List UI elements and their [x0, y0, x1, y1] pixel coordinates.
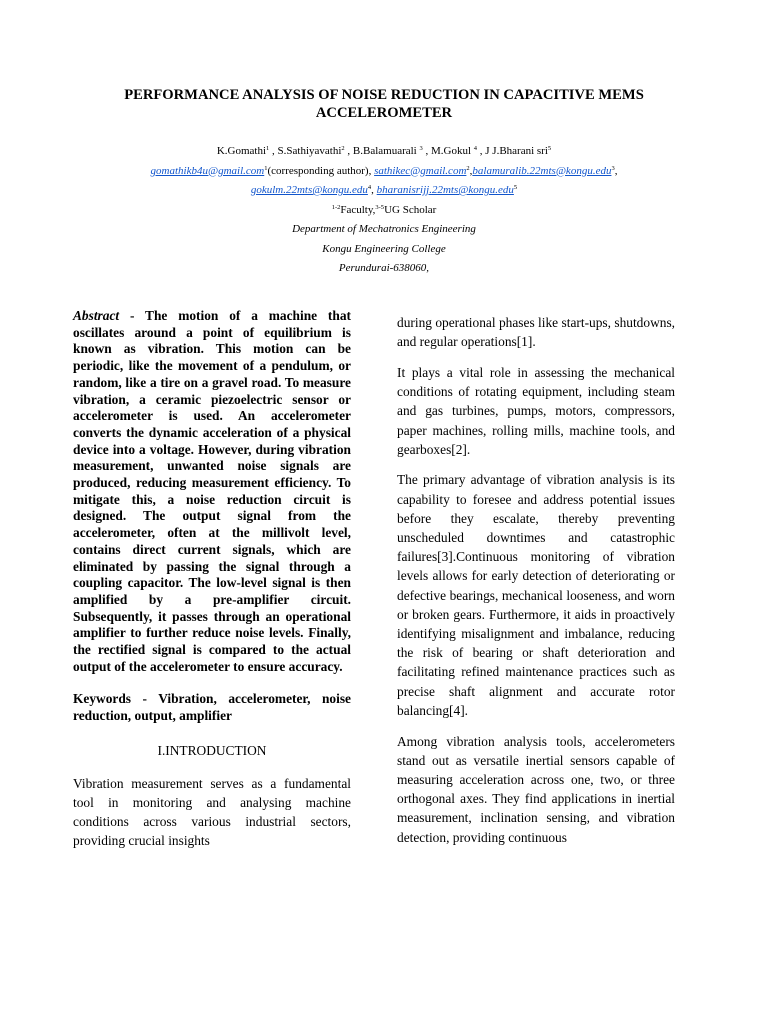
author-5: , J J.Bharani sri: [477, 145, 548, 157]
email-separator: ,: [469, 164, 473, 177]
author-1-sup: 1: [266, 145, 270, 152]
email-link-3[interactable]: balamuralib.22mts@kongu.edu: [472, 164, 612, 177]
author-4: , M.Gokul: [422, 145, 474, 157]
author-4-sup: 4: [473, 145, 478, 152]
author-roles: [60, 201, 708, 221]
email-1-sup: 1: [264, 164, 268, 172]
role-sup-2: 3-5: [375, 203, 385, 211]
body-paragraph-3: The primary advantage of vibration analysis is its capability to foresee and address potential issues before they escalate, thereby preventing unscheduled downtimes and catastrophic failures[3].Continuous monitoring of vibration levels allows for early detection of deteriorating or defective bearings, mechanical looseness, and worn or broken gears. Furthermore, it aids in proactively identifying misalignment and imbalance, reducing the risk of bearing or shaft deterioration and facilitating refined maintenance practices such as precise shaft alignment and accurate rotor balancing[4].: [397, 472, 675, 718]
keywords: Keywords - Vibration, accelerometer, noise reduction, output, amplifier: [73, 691, 351, 724]
role-faculty: Faculty,: [340, 203, 376, 216]
author-3-sup: 3: [419, 145, 423, 152]
email-5-sup: 5: [513, 184, 518, 191]
email-2-sup: 2: [466, 164, 470, 172]
body-paragraph-1: during operational phases like start-ups, shutdowns, and regular operations[1].: [397, 315, 675, 350]
email-3-sup: 3: [611, 164, 615, 172]
email-link-1[interactable]: gomathikb4u@gmail.com: [150, 164, 265, 177]
email-4-sup: 4: [367, 184, 372, 191]
author-emails-line-1: [60, 162, 708, 182]
corresponding-note: (corresponding author),: [267, 164, 375, 177]
body-paragraph-4: Among vibration analysis tools, accelerometers stand out as versatile inertial sensors capable of measuring acceleration across one, two, or three orthogonal axes. They find applications in inertial measurement, inclination sensing, and vibration detection, providing continuous: [397, 733, 675, 845]
role-scholar: UG Scholar: [384, 203, 437, 216]
author-2-sup: 2: [341, 145, 345, 152]
abstract-text: - The motion of a machine that oscillates around a point of equilibrium is known as vibration. This motion can be periodic, like the movement of a pendulum, or random, like a tire on a gravel road. To measure vibration, a ceramic piezoelectric sensor or accelerometer is used. An accelerometer converts the dynamic acceleration of a physical device into a voltage. However, during vibration measurement, unwanted noise signals are produced, reducing measurement efficiency. To mitigate this, a noise reduction circuit is designed. The output signal from the accelerometer, often at the millivolt level, contains direct current signals, which are eliminated by passing the signal through a coupling capacitor. The low-level signal is then amplified by a pre-amplifier circuit. Subsequently, it passes through an operational amplifier to further reduce noise levels. Finally, the rectified signal is compared to the actual output of the accelerometer to ensure accuracy.: [73, 308, 351, 674]
department: Department of Mechatronics Engineering: [292, 223, 476, 235]
abstract-label: Abstract: [73, 308, 120, 323]
email-link-5[interactable]: bharanisrijj.22mts@kongu.edu: [376, 184, 514, 196]
right-column: [397, 313, 675, 858]
college: Kongu Engineering College: [322, 242, 446, 255]
email-link-2[interactable]: sathikec@gmail.com: [374, 164, 467, 177]
author-2: , S.Sathiyavathi: [269, 145, 342, 157]
left-column: [73, 308, 351, 851]
author-3: , B.Balamuarali: [344, 145, 420, 157]
abstract: [73, 308, 351, 675]
author-names: [60, 142, 708, 162]
email-link-4[interactable]: gokulm.22mts@kongu.edu: [250, 184, 368, 196]
intro-paragraph-1: Vibration measurement serves as a fundamental tool in monitoring and analysing machine conditions across various industrial sectors, providing crucial insights: [73, 775, 351, 849]
author-5-sup: 5: [547, 145, 552, 152]
paper-title: PERFORMANCE ANALYSIS OF NOISE REDUCTION IN CAPACITIVE MEMS ACCELEROMETER: [124, 87, 644, 121]
author-1: K.Gomathi: [216, 145, 267, 157]
email-separator-2: ,: [614, 164, 618, 177]
author-emails-line-2: [60, 181, 708, 201]
location: Perundurai-638060,: [338, 262, 430, 274]
role-sup-1: 1-2: [331, 203, 341, 211]
section-heading-introduction: I.INTRODUCTION: [157, 742, 267, 758]
author-block: [60, 142, 708, 279]
body-paragraph-2: It plays a vital role in assessing the mechanical conditions of rotating equipment, including steam and gas turbines, pumps, motors, compressors, paper machines, rolling mills, machine tools, and gearboxes[2].: [397, 364, 675, 457]
email-separator-3: ,: [371, 184, 377, 196]
